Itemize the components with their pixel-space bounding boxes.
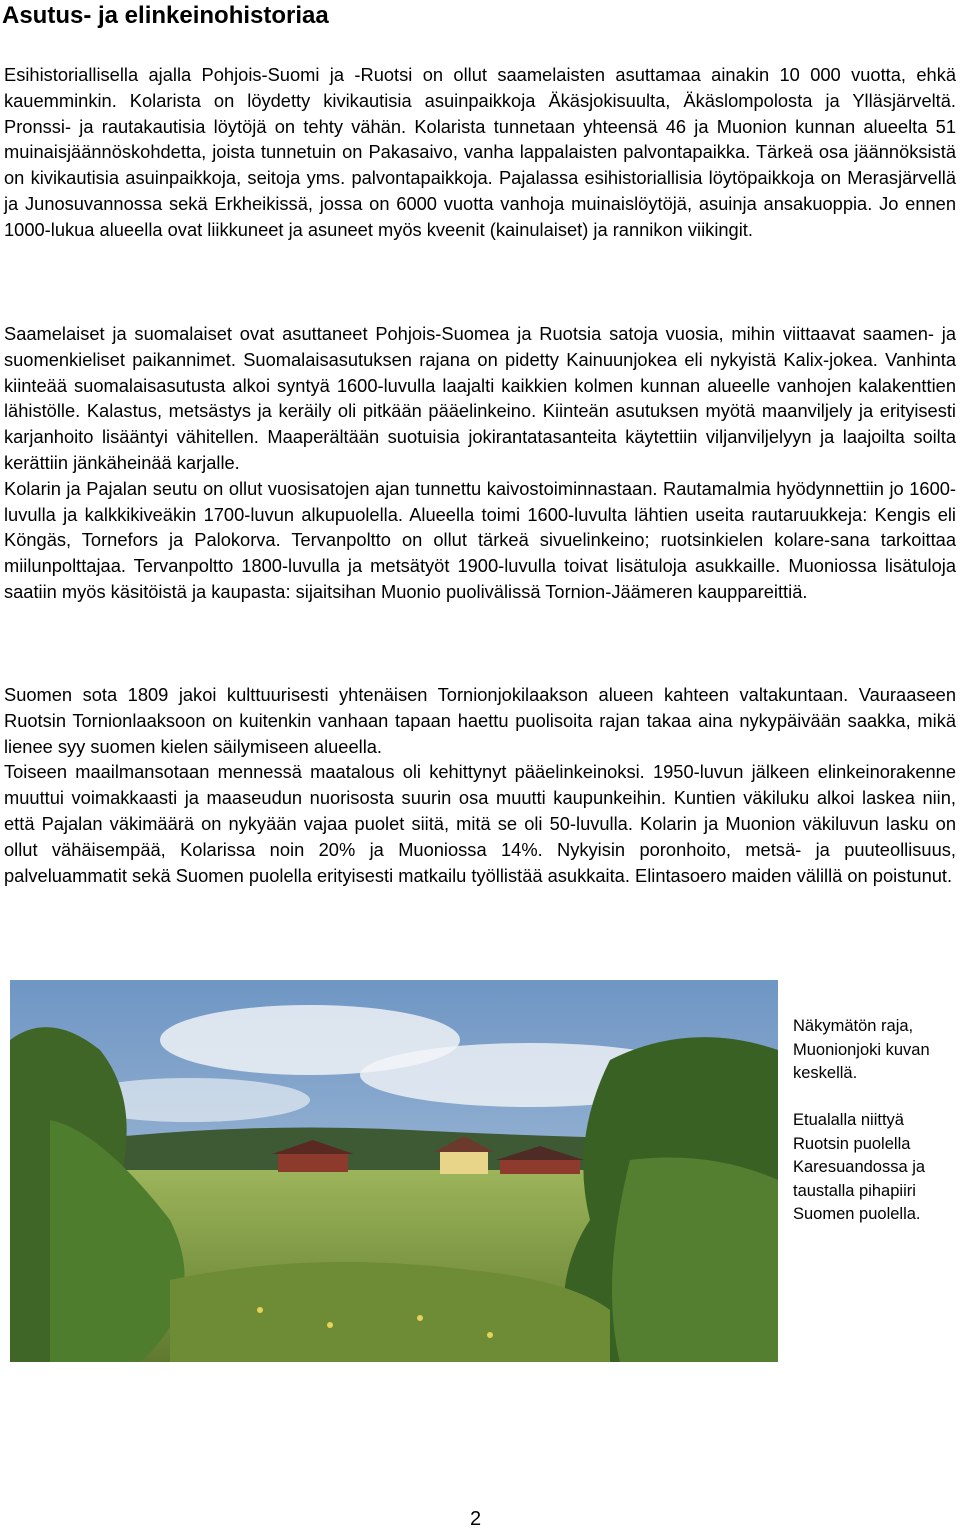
paragraph: Toiseen maailmansotaan mennessä maatalous oli kehittynyt pääelinkeinoksi. 1950-luvun jälkeen elinkeinorakenne muuttui voimakkaasti ja maaseudun nuorisosta suurin osa muutti kaupunkeihin. Kuntien väkiluku alkoi laskea niin, että Pajalan väkimäärä on nykyään vajaa puolet siitä, mitä se oli 50-luvulla. Kolarin ja Muonion väkiluvun lasku on ollut vähäisempää, Kolarissa noin 20% ja Muoniossa 14%. Nykyisin poronhoito, metsä- ja puuteollisuus, palveluammatit sekä Suomen puolella erityisesti matkailu työllistää asukkaita. Elintasoero maiden välillä on poistunut. bbox=[4, 761, 956, 886]
text-block-modern bbox=[4, 682, 956, 888]
paragraph: Kolarin ja Pajalan seutu on ollut vuosisatojen ajan tunnettu kaivostoiminnastaan. Rautamalmia hyödynnettiin jo 1600-luvulla ja kalkkikiveäkin 1700-luvun alkupuolella. Alueella toimi 1600-luvulta lähtien useita rautaruukkeja: Kengis eli Köngäs, Tornefors ja Palokorva. Tervanpoltto on ollut tärkeä sivuelinkeino; ruotsinkielen kolare-sana tarkoittaa miilunpolttajaa. Tervanpoltto 1800-luvulla ja metsätyöt 1900-luvulla toivat lisätuloja asukkaille. Muoniossa lisätuloja saatiin myös käsitöistä ja kaupasta: sijaitsihan Muonio puolivälissä Tornion-Jäämeren kauppareittiä. bbox=[4, 477, 956, 602]
landscape-photo bbox=[10, 980, 778, 1362]
photo-caption-1 bbox=[793, 1015, 960, 1086]
photo-caption-2 bbox=[793, 1109, 960, 1227]
page-number: 2 bbox=[470, 1508, 482, 1530]
text-block-settlement bbox=[4, 321, 956, 605]
paragraph: Esihistoriallisella ajalla Pohjois-Suomi ja -Ruotsi on ollut saamelaisten asuttamaa ainakin 10 000 vuotta, ehkä kauemminkin. Kolarista on löydetty kivikautisia asuinpaikkoja Äkäsjokisuulta, Äkäslompolosta ja Ylläsjärveltä. Pronssi- ja rautakautisia löytöjä on tehty vähän. Kolarista tunnetaan yhteensä 46 ja Muonion kunnan alueelta 51 muinaisjäännöskohdetta, joista tunnetuin on Pakasaivo, vanha lappalaisten palvontapaikka. Tärkeä osa jäännöksistä on kivikautisia asuinpaikkoja, seitoja yms. palvontapaikkoja. Pajalassa esihistoriallisia löytöpaikkoja on Merasjärvellä ja Junosuvannossa sekä Erkheikissä, jossa on 6000 vuotta vanhoja muinaislöytöjä, asuinja ansakuoppia. Jo ennen 1000-lukua alueella ovat liikkuneet ja asuneet myös kveenit (kainulaiset) ja rannikon viikingit. bbox=[4, 64, 956, 240]
caption-text: Etualalla niittyä Ruotsin puolella Karesuandossa ja taustalla pihapiiri Suomen puolella. bbox=[793, 1111, 926, 1223]
text-block-prehistory bbox=[4, 62, 956, 243]
page-title: Asutus- ja elinkeinohistoriaa bbox=[2, 2, 329, 29]
paragraph: Saamelaiset ja suomalaiset ovat asuttaneet Pohjois-Suomea ja Ruotsia satoja vuosia, mihin viittaavat saamen- ja suomenkieliset paikannimet. Suomalaisasutuksen rajana on pidetty Kainuunjokea eli nykyistä Kalix-jokea. Vanhinta kiinteää suomalaisasutusta alkoi syntyä 1600-luvulla laajalti kaikkien kolmen kunnan alueelle vanhojen kalakenttien lähistölle. Kalastus, metsästys ja keräily oli pitkään pääelinkeino. Kiinteän asutuksen myötä maanviljely ja erityisesti karjanhoito lisääntyi vähitellen. Maaperältään suotuisia jokirantatasanteita käytettiin viljanviljelyyn ja laajoilta soilta kerättiin jänkäheinää karjalle. bbox=[4, 323, 956, 473]
paragraph: Suomen sota 1809 jakoi kulttuurisesti yhtenäisen Tornionjokilaakson alueen kahteen valtakuntaan. Vauraaseen Ruotsin Tornionlaaksoon on kuitenkin vanhaan tapaan haettu puolisoita rajan takaa aina nykypäivään saakka, mikä lienee syy suomen kielen säilymiseen alueella. bbox=[4, 684, 956, 757]
caption-text: Näkymätön raja, Muonionjoki kuvan keskellä. bbox=[793, 1017, 930, 1082]
